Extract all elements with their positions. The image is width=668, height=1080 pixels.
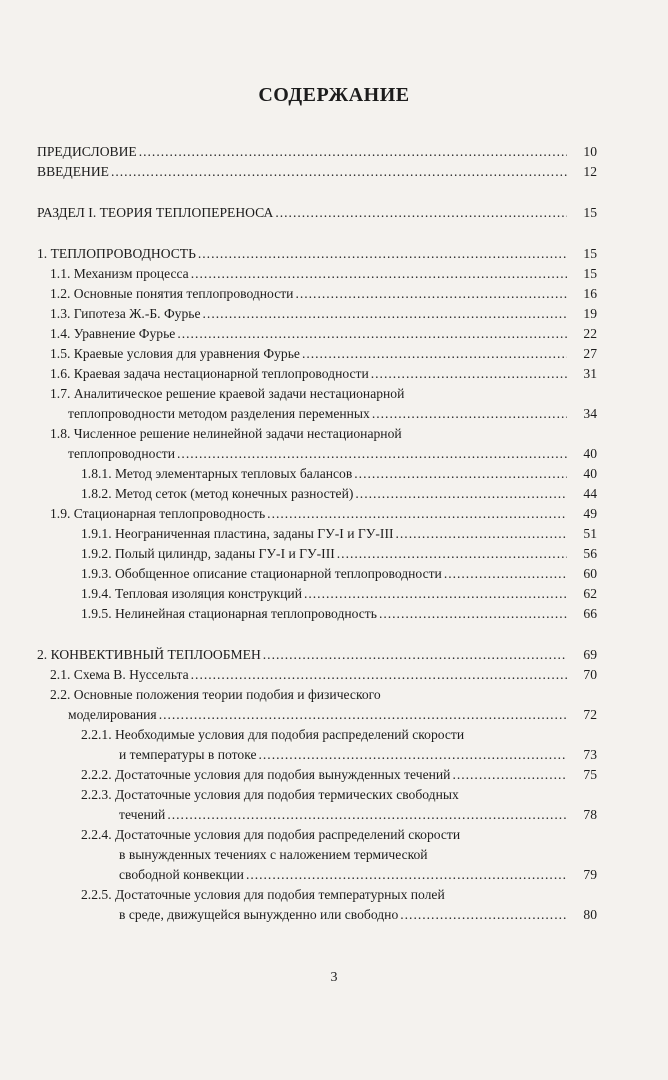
toc-entry: [37, 264, 597, 284]
toc-page-number: 75: [583, 767, 597, 782]
toc-entry: [37, 324, 597, 344]
toc-page-number: 12: [583, 164, 597, 179]
toc-entry-title: 1. ТЕПЛОПРОВОДНОСТЬ: [37, 246, 196, 261]
leader-dots: [354, 464, 567, 484]
toc-page-number: 44: [583, 486, 597, 501]
toc-page-number: 22: [583, 326, 597, 341]
page-title: СОДЕРЖАНИЕ: [258, 84, 410, 106]
leader-dots: [379, 604, 567, 624]
toc-entry: [37, 244, 597, 264]
toc-entry-title: РАЗДЕЛ I. ТЕОРИЯ ТЕПЛОПЕРЕНОСА: [37, 205, 274, 220]
table-of-contents: [37, 142, 597, 925]
toc-entry: [37, 464, 597, 484]
toc-entry-title: 2.2.2. Достаточные условия для подобия вынужденных течений: [81, 767, 451, 782]
toc-entry-title: 1.4. Уравнение Фурье: [50, 326, 176, 341]
toc-page-number: 31: [583, 366, 597, 381]
toc-entry: [37, 564, 597, 584]
toc-entry-title: 2.1. Схема В. Нуссельта: [50, 667, 189, 682]
toc-entry: [37, 885, 597, 925]
toc-entry-title: 1.9.5. Нелинейная стационарная теплопроводность: [81, 606, 377, 621]
toc-page-number: 49: [583, 506, 597, 521]
toc-entry: [37, 765, 597, 785]
leader-dots: [177, 444, 567, 464]
toc-entry: [37, 304, 597, 324]
toc-entry-title: 1.8.1. Метод элементарных тепловых балансов: [81, 466, 353, 481]
toc-entry: [37, 645, 597, 665]
leader-dots: [355, 484, 567, 504]
toc-entry-title: ПРЕДИСЛОВИЕ: [37, 144, 137, 159]
toc-entry-title: 1.1. Механизм процесса: [50, 266, 189, 281]
toc-page-number: 70: [583, 667, 597, 682]
toc-entry-title: 1.2. Основные понятия теплопроводности: [50, 286, 294, 301]
toc-entry-title: 1.5. Краевые условия для уравнения Фурье: [50, 346, 300, 361]
toc-page-number: 79: [583, 867, 597, 882]
toc-page-number: 16: [583, 286, 597, 301]
leader-dots: [295, 284, 567, 304]
toc-entry-title: 1.9.4. Тепловая изоляция конструкций: [81, 586, 302, 601]
toc-page-number: 40: [583, 466, 597, 481]
toc-entry-title: 1.7. Аналитическое решение краевой задачи нестационарной: [50, 386, 405, 401]
toc-entry: [37, 604, 597, 624]
toc-page-number: 73: [583, 747, 597, 762]
toc-entry-title: в вынужденных течениях с наложением термической: [119, 847, 428, 862]
toc-page-number: 34: [583, 406, 597, 421]
toc-entry-title: теплопроводности: [68, 446, 176, 461]
toc-entry: [37, 162, 597, 182]
toc-entry-title: в среде, движущейся вынужденно или свободно: [119, 907, 399, 922]
toc-entry: [37, 364, 597, 384]
leader-dots: [191, 665, 567, 685]
leader-dots: [259, 745, 568, 765]
toc-page-number: 10: [583, 144, 597, 159]
toc-entry-title: 1.8. Численное решение нелинейной задачи нестационарной: [50, 426, 402, 441]
leader-dots: [203, 304, 567, 324]
toc-entry-title: 2.2.1. Необходимые условия для подобия распределений скорости: [81, 727, 465, 742]
toc-page-number: 66: [583, 606, 597, 621]
toc-page-number: 15: [583, 266, 597, 281]
toc-page-number: 51: [583, 526, 597, 541]
toc-entry-title: 1.8.2. Метод сеток (метод конечных разностей): [81, 486, 354, 501]
leader-dots: [275, 203, 567, 223]
toc-entry-title: 1.9.1. Неограниченная пластина, заданы ГУ-I и ГУ-III: [81, 526, 394, 541]
page-number: 3: [330, 970, 338, 985]
toc-page-number: 60: [583, 566, 597, 581]
leader-dots: [191, 264, 567, 284]
toc-page-number: 69: [583, 647, 597, 662]
toc-entry: [37, 685, 597, 725]
toc-entry: [37, 142, 597, 162]
toc-entry: [37, 344, 597, 364]
toc-entry-title: 2.2.4. Достаточные условия для подобия распределений скорости: [81, 827, 461, 842]
toc-page-number: 72: [583, 707, 597, 722]
toc-page-number: 78: [583, 807, 597, 822]
toc-entry: [37, 203, 597, 223]
toc-entry: [37, 785, 597, 825]
leader-dots: [263, 645, 567, 665]
leader-dots: [337, 544, 567, 564]
toc-entry-title: 1.6. Краевая задача нестационарной теплопроводности: [50, 366, 369, 381]
leader-dots: [111, 162, 567, 182]
toc-entry-title: 2.2.3. Достаточные условия для подобия термических свободных: [81, 787, 459, 802]
leader-dots: [159, 705, 567, 725]
toc-entry-title: 1.9.2. Полый цилиндр, заданы ГУ-I и ГУ-III: [81, 546, 335, 561]
toc-entry: [37, 424, 597, 464]
toc-entry-title: моделирования: [68, 707, 157, 722]
leader-dots: [396, 524, 568, 544]
toc-entry: [37, 284, 597, 304]
toc-entry: [37, 484, 597, 504]
toc-entry-title: свободной конвекции: [119, 867, 244, 882]
toc-page-number: 15: [583, 246, 597, 261]
toc-entry-title: 2.2. Основные положения теории подобия и физического: [50, 687, 381, 702]
toc-page-number: 27: [583, 346, 597, 361]
leader-dots: [372, 404, 567, 424]
toc-entry-title: и температуры в потоке: [119, 747, 257, 762]
leader-dots: [198, 244, 567, 264]
toc-entry-title: 2.2.5. Достаточные условия для подобия температурных полей: [81, 887, 445, 902]
leader-dots: [267, 504, 567, 524]
toc-entry: [37, 725, 597, 765]
toc-entry-title: течений: [119, 807, 166, 822]
toc-entry-title: 1.9.3. Обобщенное описание стационарной теплопроводности: [81, 566, 442, 581]
toc-page-number: 19: [583, 306, 597, 321]
leader-dots: [167, 805, 567, 825]
toc-page-number: 56: [583, 546, 597, 561]
leader-dots: [304, 584, 567, 604]
toc-page-number: 80: [583, 907, 597, 922]
toc-entry: [37, 665, 597, 685]
leader-dots: [400, 905, 567, 925]
leader-dots: [246, 865, 567, 885]
leader-dots: [139, 142, 567, 162]
toc-entry-title: теплопроводности методом разделения переменных: [68, 406, 370, 421]
toc-entry: [37, 825, 597, 885]
toc-page-number: 62: [583, 586, 597, 601]
toc-entry-title: 1.9. Стационарная теплопроводность: [50, 506, 266, 521]
toc-entry: [37, 524, 597, 544]
leader-dots: [444, 564, 567, 584]
leader-dots: [371, 364, 567, 384]
leader-dots: [452, 765, 567, 785]
toc-entry-title: 2. КОНВЕКТИВНЫЙ ТЕПЛООБМЕН: [37, 647, 261, 662]
toc-page-number: 15: [583, 205, 597, 220]
toc-entry: [37, 544, 597, 564]
toc-entry: [37, 584, 597, 604]
leader-dots: [302, 344, 567, 364]
toc-entry-title: ВВЕДЕНИЕ: [37, 164, 109, 179]
toc-entry-title: 1.3. Гипотеза Ж.-Б. Фурье: [50, 306, 201, 321]
leader-dots: [177, 324, 567, 344]
toc-entry: [37, 504, 597, 524]
toc-page-number: 40: [583, 446, 597, 461]
toc-entry: [37, 384, 597, 424]
